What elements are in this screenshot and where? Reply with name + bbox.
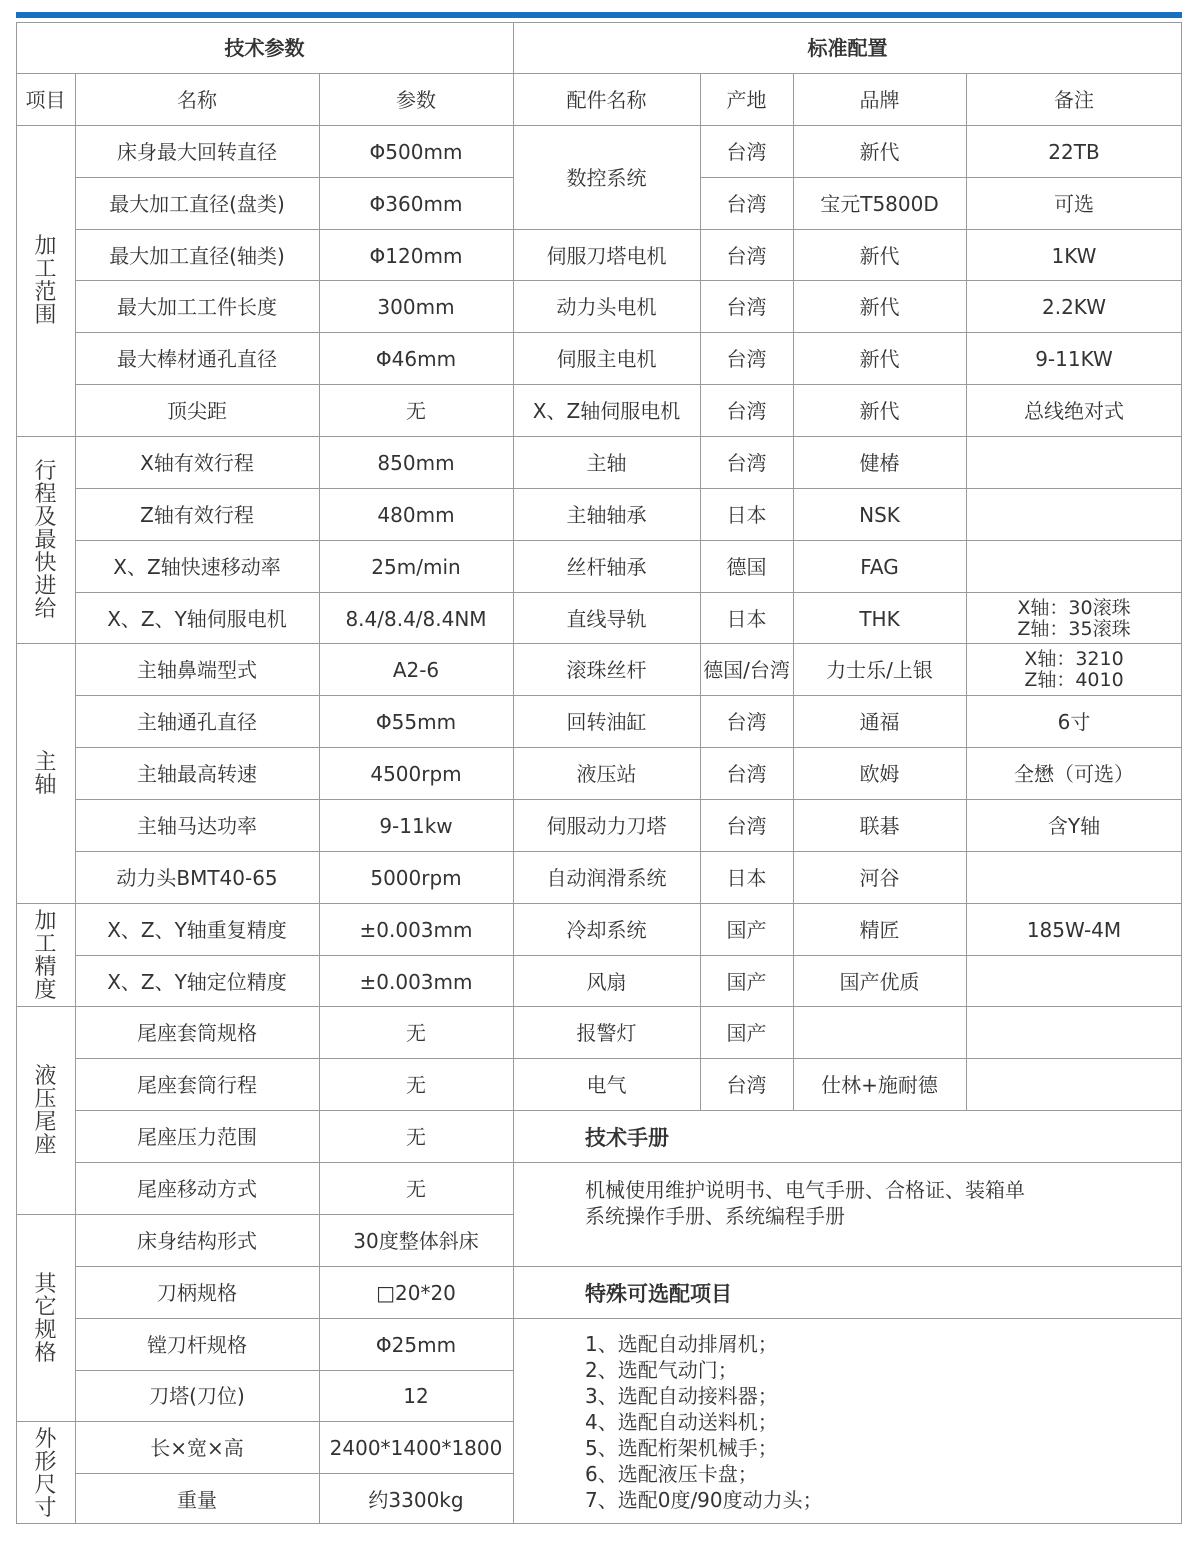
spec-name: X、Z轴快速移动率 (113, 554, 281, 579)
column-divider (966, 74, 967, 1111)
spec-value: 无 (406, 1073, 426, 1098)
config-origin: 国产 (726, 1021, 767, 1046)
manual-title: 技术手册 (585, 1126, 669, 1151)
config-origin: 台湾 (726, 191, 767, 216)
config-note (966, 437, 1182, 489)
config-col-header: 配件名称 (566, 87, 647, 112)
spec-group-label: 主 轴 (34, 750, 57, 799)
spec-col-header: 项目 (25, 87, 66, 112)
config-part-name: 液压站 (576, 762, 637, 787)
spec-value: 无 (406, 399, 426, 424)
config-note: 6寸 (1057, 710, 1091, 735)
top-accent-bar (16, 12, 1182, 18)
spec-value: Φ120mm (369, 243, 463, 268)
config-brand: NSK (859, 502, 900, 527)
spec-name: 镗刀杆规格 (147, 1332, 247, 1357)
config-note: 9-11KW (1035, 347, 1113, 372)
spec-name: 尾座套筒规格 (137, 1021, 257, 1046)
spec-value: 无 (406, 1176, 426, 1201)
spec-value: 5000rpm (370, 865, 462, 890)
spec-value: Φ25mm (375, 1332, 457, 1357)
spec-group-label: 其 它 规 格 (34, 1271, 57, 1366)
row-divider (513, 1162, 1182, 1163)
config-origin: 日本 (726, 502, 767, 527)
spec-name: 最大棒材通孔直径 (117, 347, 277, 372)
config-note: 可选 (1054, 191, 1094, 216)
config-note: X轴：3210 Z轴：4010 (1024, 648, 1124, 692)
config-note: 185W-4M (1026, 917, 1122, 942)
spec-group-label: 加 工 精 度 (34, 908, 57, 1003)
config-note: 2.2KW (1042, 295, 1106, 320)
config-brand: 健椿 (859, 450, 900, 475)
spec-name: 重量 (177, 1488, 217, 1513)
config-note (966, 852, 1182, 904)
config-brand: THK (859, 606, 900, 631)
config-origin: 台湾 (726, 399, 767, 424)
options-list-item: 4、选配自动送料机； (585, 1409, 778, 1434)
config-part-name: 主轴 (586, 450, 627, 475)
spec-value: 850mm (377, 450, 455, 475)
config-note: 总线绝对式 (1024, 399, 1124, 424)
config-note (966, 489, 1182, 541)
spec-sheet (16, 22, 1182, 1524)
config-note: X轴：30滚珠 Z轴：35滚珠 (1017, 596, 1131, 640)
config-note (966, 1059, 1182, 1111)
spec-name: 主轴鼻端型式 (137, 658, 257, 683)
config-part-name: 风扇 (586, 969, 627, 994)
spec-name: 顶尖距 (167, 399, 227, 424)
config-brand: 仕林+施耐德 (821, 1073, 938, 1098)
manual-text: 机械使用维护说明书、电气手册、合格证、装箱单 系统操作手册、系统编程手册 (585, 1178, 1025, 1229)
config-brand: 通福 (859, 710, 900, 735)
config-part-name: 伺服主电机 (556, 347, 657, 372)
config-origin: 台湾 (726, 295, 767, 320)
config-note: 22TB (1048, 139, 1100, 164)
spec-name: X轴有效行程 (140, 450, 254, 475)
spec-value: 30度整体斜床 (353, 1228, 479, 1253)
config-brand: 新代 (859, 139, 900, 164)
config-brand: 力士乐/上银 (826, 658, 933, 683)
config-title: 标准配置 (807, 36, 888, 60)
spec-name: X、Z、Y轴伺服电机 (107, 606, 287, 631)
config-origin: 台湾 (726, 1073, 767, 1098)
config-part-name: 直线导轨 (566, 606, 647, 631)
config-part-name: 自动润滑系统 (546, 865, 667, 890)
config-origin: 台湾 (726, 450, 767, 475)
config-brand: FAG (860, 554, 899, 579)
spec-name: 刀柄规格 (157, 1280, 237, 1305)
spec-value: A2-6 (392, 658, 440, 683)
spec-name: 动力头BMT40-65 (116, 865, 278, 890)
config-note: 含Y轴 (1047, 813, 1101, 838)
config-origin: 日本 (726, 606, 767, 631)
config-brand: 新代 (859, 347, 900, 372)
config-part-name: 冷却系统 (566, 917, 647, 942)
spec-title: 技术参数 (224, 36, 305, 60)
config-origin: 日本 (726, 865, 767, 890)
spec-col-header: 名称 (177, 87, 217, 112)
config-part-name: 丝杆轴承 (566, 554, 647, 579)
spec-value: ±0.003mm (359, 969, 473, 994)
spec-value: 约3300kg (368, 1488, 464, 1513)
spec-value: 无 (406, 1021, 426, 1046)
config-note (966, 541, 1182, 593)
spec-group-label: 液 压 尾 座 (34, 1064, 57, 1159)
spec-name: 尾座移动方式 (137, 1176, 257, 1201)
config-note (966, 1007, 1182, 1059)
column-divider (700, 74, 701, 1111)
spec-name: X、Z、Y轴重复精度 (107, 917, 287, 942)
config-brand: 新代 (859, 399, 900, 424)
spec-value: 480mm (377, 502, 455, 527)
spec-value: □20*20 (376, 1280, 456, 1305)
config-part-name: 主轴轴承 (566, 502, 647, 527)
spec-name: 主轴马达功率 (137, 813, 257, 838)
config-origin: 台湾 (726, 762, 767, 787)
spec-value: ±0.003mm (359, 917, 473, 942)
config-part-name: 滚珠丝杆 (566, 658, 647, 683)
config-brand: 精匠 (859, 917, 900, 942)
options-title: 特殊可选配项目 (585, 1281, 732, 1306)
spec-name: 尾座套筒行程 (137, 1073, 257, 1098)
config-part-name: X、Z轴伺服电机 (532, 399, 681, 424)
spec-group-label: 加 工 范 围 (34, 234, 57, 329)
options-list-item: 2、选配气动门； (585, 1357, 738, 1382)
config-brand: 联碁 (859, 813, 900, 838)
spec-group-label: 外 形 尺 寸 (34, 1427, 57, 1522)
spec-name: 床身最大回转直径 (117, 139, 277, 164)
options-list-item: 1、选配自动排屑机； (585, 1331, 778, 1356)
options-list-item: 5、选配桁架机械手； (585, 1435, 778, 1460)
spec-value: Φ55mm (375, 710, 457, 735)
config-part-name: 伺服动力刀塔 (546, 813, 667, 838)
spec-name: 最大加工直径(轴类) (109, 243, 285, 268)
column-divider (75, 74, 76, 1524)
spec-value: 25m/min (371, 554, 461, 579)
spec-value: 8.4/8.4/8.4NM (345, 606, 487, 631)
spec-name: 刀塔(刀位) (149, 1384, 245, 1409)
spec-name: 主轴最高转速 (137, 762, 257, 787)
config-brand: 新代 (859, 243, 900, 268)
options-list-item: 6、选配液压卡盘； (585, 1461, 758, 1486)
config-origin: 国产 (726, 917, 767, 942)
spec-name: 主轴通孔直径 (137, 710, 257, 735)
config-part-name: 伺服刀塔电机 (546, 243, 667, 268)
config-part-name: 动力头电机 (556, 295, 657, 320)
spec-name: 最大加工工件长度 (117, 295, 277, 320)
config-part-name: 电气 (586, 1073, 627, 1098)
config-part-name: 回转油缸 (566, 710, 647, 735)
config-col-header: 品牌 (859, 87, 900, 112)
config-origin: 台湾 (726, 710, 767, 735)
options-list-item: 3、选配自动接料器； (585, 1383, 778, 1408)
spec-value: 2400*1400*1800 (329, 1436, 503, 1461)
config-origin: 国产 (726, 969, 767, 994)
config-brand: 新代 (859, 295, 900, 320)
spec-name: 尾座压力范围 (137, 1125, 257, 1150)
config-part-name: 数控系统 (566, 165, 647, 190)
config-origin: 台湾 (726, 347, 767, 372)
spec-value: 无 (406, 1125, 426, 1150)
spec-name: 长×宽×高 (150, 1436, 244, 1461)
config-note: 1KW (1051, 243, 1097, 268)
spec-name: 床身结构形式 (137, 1228, 257, 1253)
config-brand: 欧姆 (859, 762, 900, 787)
spec-value: 4500rpm (370, 762, 462, 787)
column-divider (793, 74, 794, 1111)
config-origin: 台湾 (726, 813, 767, 838)
config-brand (793, 1007, 966, 1059)
options-list-item: 7、选配0度/90度动力头； (585, 1487, 823, 1512)
config-origin: 德国/台湾 (703, 658, 790, 683)
config-origin: 德国 (726, 554, 767, 579)
spec-value: Φ500mm (369, 139, 463, 164)
spec-group-label: 行 程 及 最 快 进 给 (34, 459, 57, 623)
config-part-name: 报警灯 (576, 1021, 637, 1046)
config-origin: 台湾 (726, 243, 767, 268)
spec-value: 300mm (377, 295, 455, 320)
spec-value: Φ360mm (369, 191, 463, 216)
options-list (513, 1319, 1182, 1520)
spec-value: Φ46mm (375, 347, 457, 372)
config-brand: 河谷 (859, 865, 900, 890)
spec-value: 12 (403, 1384, 429, 1409)
config-col-header: 产地 (726, 87, 767, 112)
config-col-header: 备注 (1054, 87, 1094, 112)
spec-col-header: 参数 (396, 87, 436, 112)
config-origin: 台湾 (726, 139, 767, 164)
config-note (966, 956, 1182, 1008)
spec-value: 9-11kw (379, 813, 453, 838)
spec-name: Z轴有效行程 (140, 502, 254, 527)
config-note: 全懋（可选） (1014, 762, 1134, 787)
spec-name: X、Z、Y轴定位精度 (107, 969, 287, 994)
config-brand: 宝元T5800D (820, 191, 939, 216)
config-brand: 国产优质 (839, 969, 920, 994)
spec-name: 最大加工直径(盘类) (109, 191, 285, 216)
column-divider (319, 74, 320, 1524)
